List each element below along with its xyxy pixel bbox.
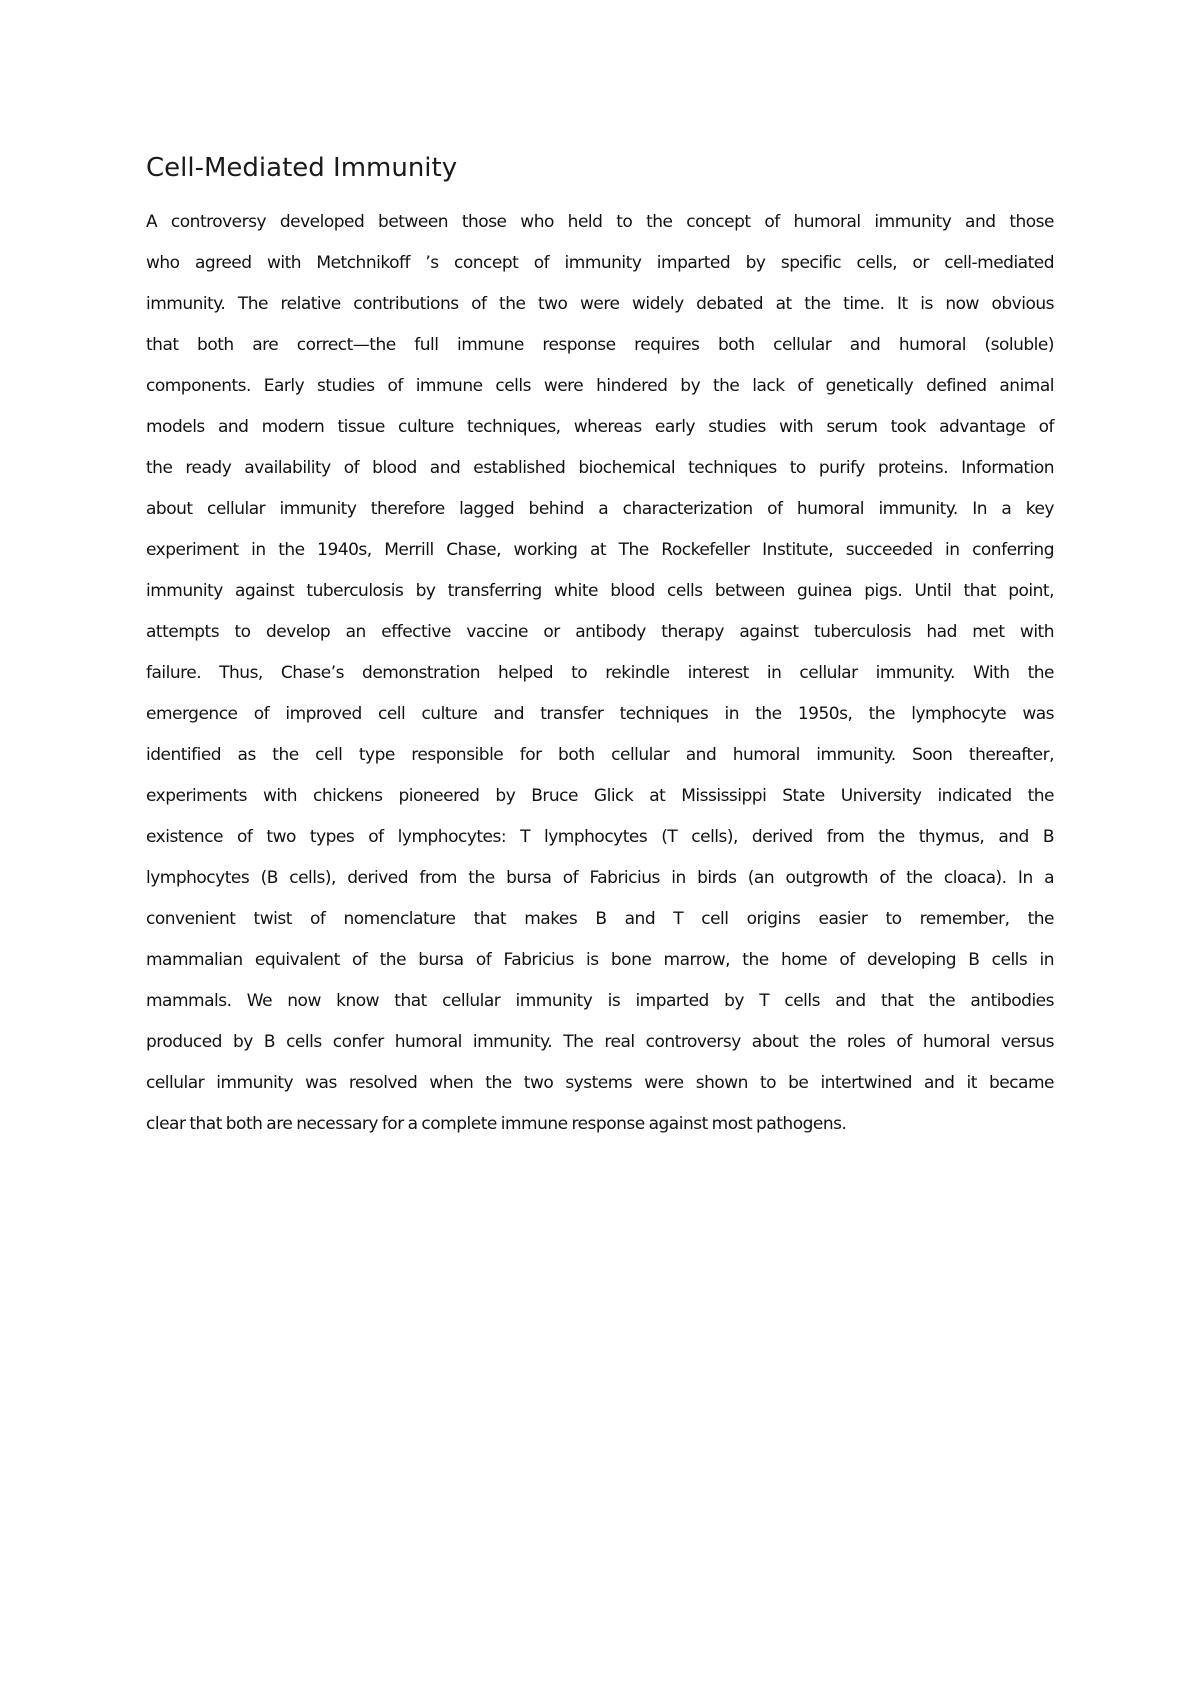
body-line: that both are correct—the full immune response requires both cellular and humoral (soluble) <box>146 335 1054 355</box>
body-line: about cellular immunity therefore lagged behind a characterization of humoral immunity. In a key <box>146 499 1054 519</box>
body-line: lymphocytes (B cells), derived from the bursa of Fabricius in birds (an outgrowth of the cloaca). In a <box>146 868 1054 888</box>
body-line-last: clear that both are necessary for a complete immune response against most pathogens. <box>146 1114 847 1134</box>
body-line: produced by B cells confer humoral immunity. The real controversy about the roles of humoral versus <box>146 1032 1054 1052</box>
body-line: experiment in the 1940s, Merrill Chase, working at The Rockefeller Institute, succeeded in conferring <box>146 540 1054 560</box>
document-body <box>146 202 1054 1145</box>
body-line: mammalian equivalent of the bursa of Fabricius is bone marrow, the home of developing B cells in <box>146 950 1054 970</box>
body-line: the ready availability of blood and established biochemical techniques to purify proteins. Information <box>146 458 1054 478</box>
document-title: Cell-Mediated Immunity <box>146 153 458 183</box>
body-line: immunity. The relative contributions of the two were widely debated at the time. It is now obvious <box>146 294 1054 314</box>
body-line: cellular immunity was resolved when the two systems were shown to be intertwined and it became <box>146 1073 1054 1093</box>
body-line: attempts to develop an effective vaccine or antibody therapy against tuberculosis had met with <box>146 622 1054 642</box>
body-line: immunity against tuberculosis by transferring white blood cells between guinea pigs. Until that point, <box>146 581 1054 601</box>
body-line: identified as the cell type responsible for both cellular and humoral immunity. Soon thereafter, <box>146 745 1054 765</box>
body-line: models and modern tissue culture techniques, whereas early studies with serum took advantage of <box>146 417 1054 437</box>
body-line: failure. Thus, Chase’s demonstration helped to rekindle interest in cellular immunity. With the <box>146 663 1054 683</box>
body-line: existence of two types of lymphocytes: T lymphocytes (T cells), derived from the thymus, and B <box>146 827 1054 847</box>
body-line: mammals. We now know that cellular immunity is imparted by T cells and that the antibodies <box>146 991 1054 1011</box>
body-line: A controversy developed between those who held to the concept of humoral immunity and those <box>146 212 1054 232</box>
body-line: components. Early studies of immune cells were hindered by the lack of genetically defined animal <box>146 376 1054 396</box>
body-line: who agreed with Metchnikoff ’s concept of immunity imparted by specific cells, or cell-mediated <box>146 253 1054 273</box>
body-line: emergence of improved cell culture and transfer techniques in the 1950s, the lymphocyte was <box>146 704 1054 724</box>
body-line: experiments with chickens pioneered by Bruce Glick at Mississippi State University indicated the <box>146 786 1054 806</box>
body-line: convenient twist of nomenclature that makes B and T cell origins easier to remember, the <box>146 909 1054 929</box>
